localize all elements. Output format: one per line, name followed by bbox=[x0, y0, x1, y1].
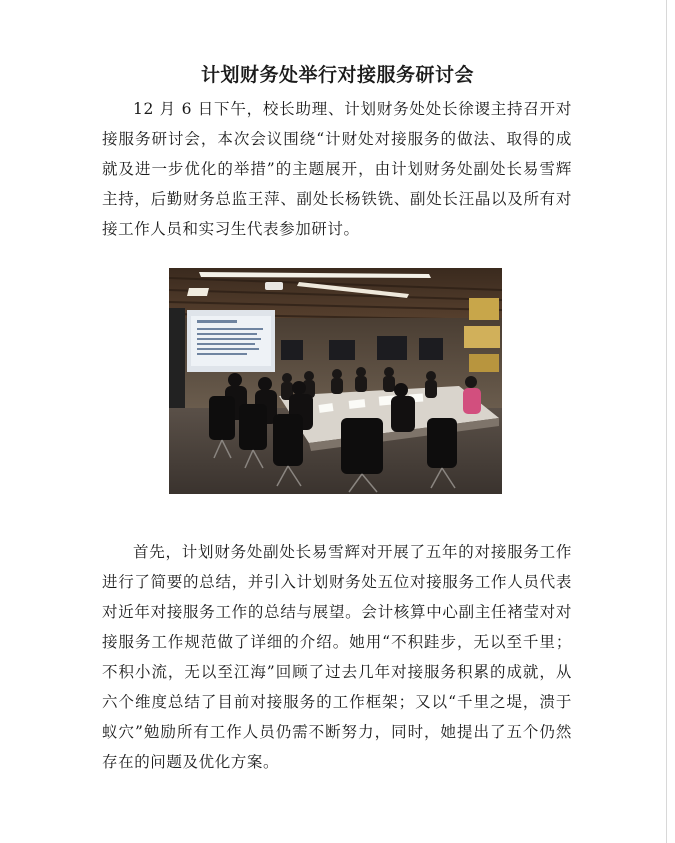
meeting-photo bbox=[169, 268, 502, 494]
meeting-photo-illustration bbox=[169, 268, 502, 494]
article-title: 计划财务处举行对接服务研讨会 bbox=[200, 64, 474, 86]
article-paragraph-2: 首先，计划财务处副处长易雪辉对开展了五年的对接服务工作进行了简要的总结，并引入计划财务处五位对接服务工作人员代表对近年对接服务工作的总结与展望。会计核算中心副主任褚莹对对接服务工作规范做了详细的介绍。她用“不积跬步，无以至千里；不积小流，无以至江海”回顾了过去几年对接服务积累的成就，从六个维度总结了目前对接服务的工作框架；又以“千里之堤，溃于蚁穴”勉励所有工作人员仍需不断努力，同时，她提出了五个仍然存在的问题及优化方案。 bbox=[102, 543, 572, 771]
article-paragraph-1: 12 月 6 日下午，校长助理、计划财务处处长徐谡主持召开对接服务研讨会，本次会议围绕“计财处对接服务的做法、取得的成就及进一步优化的举措”的主题展开，由计划财务处副处长易雪辉主持，后勤财务总监王萍、副处长杨铁铣、副处长汪晶以及所有对接工作人员和实习生代表参加研讨。 bbox=[102, 100, 572, 238]
page-edge-divider bbox=[666, 0, 667, 843]
